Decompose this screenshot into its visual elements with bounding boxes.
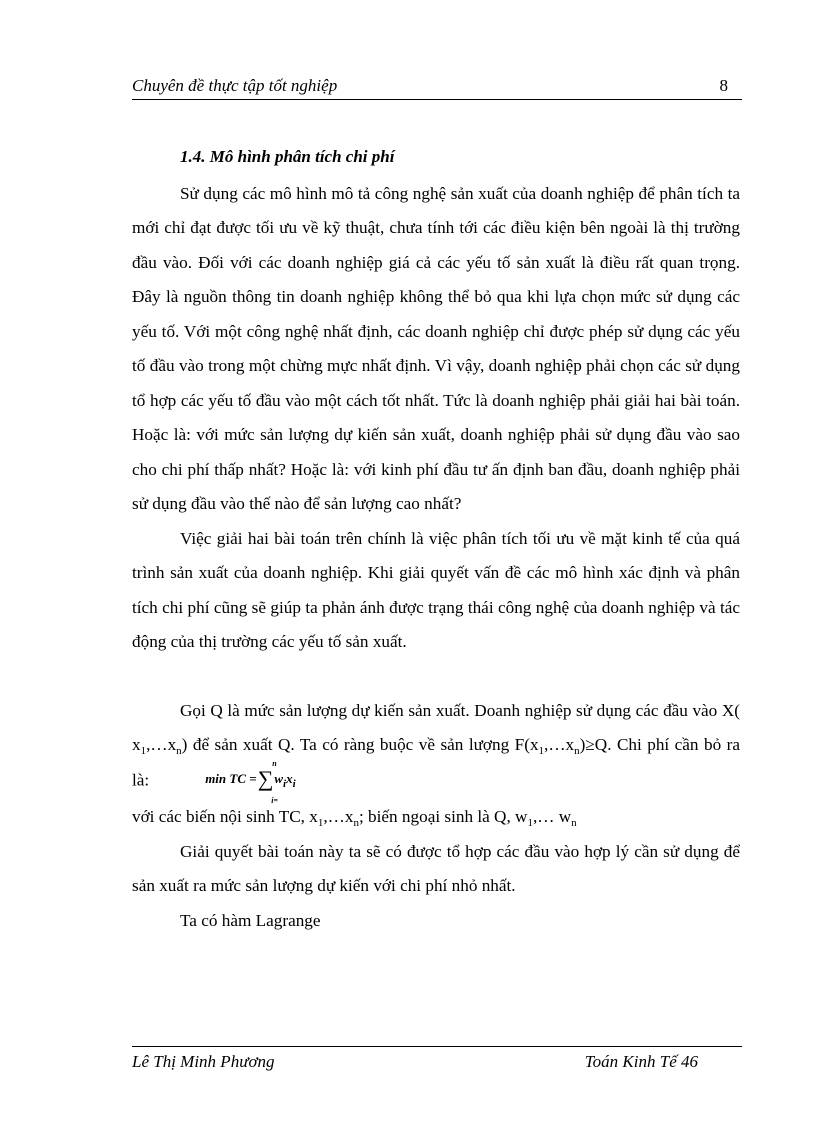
spacer <box>132 660 740 694</box>
paragraph-4: với các biến nội sinh TC, $x_1,\dots x_n$; biến ngoại sinh là Q, $w_1,\dots$ $w_n$ <box>132 807 577 829</box>
sum-symbol: ∑ <box>257 765 274 791</box>
paragraph-1: Sử dụng các mô hình mô tả công nghệ sản xuất của doanh nghiệp để phân tích ta mới chỉ đạt được tối ưu về kỹ thuật, chưa tính tới các điều kiện bên ngoài là thị trường đầu vào. Đối với các doanh nghiệp giá cả các yếu tố sản xuất là điều rất quan trọng. Đây là nguồn thông tin doanh nghiệp không thể bỏ qua khi lựa chọn mức sử dụng các yếu tố. Với một công nghệ nhất định, các doanh nghiệp chỉ được phép sử dụng các yếu tố đầu vào trong một chừng mực nhất định. Vì vậy, doanh nghiệp phải chọn các sử dụng tổ hợp các yếu tố đầu vào một cách tốt nhất. Tức là doanh nghiệp phải giải hai bài toán. Hoặc là: với mức sản lượng dự kiến sản xuất, doanh nghiệp phải sử dụng đầu vào sao cho chi phí thấp nhất? Hoặc là: với kinh phí đầu tư ấn định ban đầu, doanh nghiệp phải sử dụng đầu vào thế nào để sản lượng cao nhất? <box>132 183 740 513</box>
paragraph-2: Việc giải hai bài toán trên chính là việc phân tích tối ưu về mặt kinh tế của quá trình sản xuất của doanh nghiệp. Khi giải quyết vấn đề các mô hình xác định và phân tích chi phí cũng sẽ giúp ta phản ánh được trạng thái công nghệ của doanh nghiệp và tác động của thị trường các yếu tố sản xuất. <box>132 528 740 651</box>
paragraph-6: Ta có hàm Lagrange <box>180 910 321 930</box>
footer-divider <box>132 1046 742 1047</box>
paragraph-5: Giải quyết bài toán này ta sẽ có được tổ hợp các đầu vào hợp lý cần sử dụng để sản xuất ra mức sản lượng dự kiến với chi phí nhỏ nhất. <box>132 841 740 895</box>
paragraph-3: Gọi Q là mức sản lượng dự kiến sản xuất. Doanh nghiệp sử dụng các đầu vào X( $x_1,\dots x_n$) để sản xuất Q. Ta có ràng buộc về sản lượng $F(x_1,\dots x_n)\ge Q$. Chi phí cần bỏ ra là: min TC $=\sum w_ix_i$ n i= <box>132 694 740 801</box>
sum-upper-limit: n <box>272 758 277 768</box>
document-title: Chuyên đề thực tập tốt nghiệp <box>132 76 338 95</box>
page-number: 8 <box>719 76 728 95</box>
sum-lower-limit: i= <box>271 795 278 805</box>
course-name: Toán Kinh Tế 46 <box>584 1052 698 1071</box>
header-divider <box>132 99 742 100</box>
page-body <box>132 140 740 938</box>
section-heading: 1.4. Mô hình phân tích chi phí <box>180 147 395 166</box>
cost-formula: min TC $=\sum w_ix_i$ n i= <box>157 759 295 797</box>
author-name: Lê Thị Minh Phương <box>132 1052 275 1071</box>
page-header <box>132 76 742 98</box>
page-footer <box>132 1052 742 1076</box>
